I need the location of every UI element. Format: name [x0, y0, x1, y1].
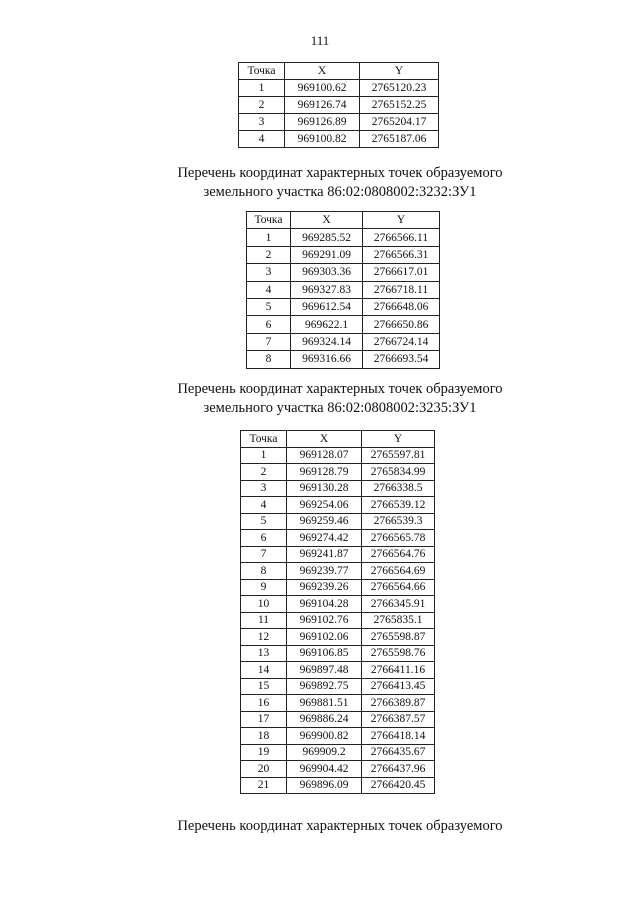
cell-x: 969259.46: [287, 513, 362, 530]
cell-point: 2: [239, 97, 285, 114]
column-header-y: Y: [363, 212, 440, 229]
column-header-x: X: [285, 63, 360, 80]
cell-point: 7: [247, 333, 291, 350]
cell-point: 3: [247, 264, 291, 281]
cell-y: 2766566.31: [363, 246, 440, 263]
table-row: [241, 530, 435, 547]
cell-x: 969285.52: [291, 229, 363, 246]
cell-point: 15: [241, 678, 287, 695]
coordinates-table-2: [246, 211, 440, 369]
cell-x: 969892.75: [287, 678, 362, 695]
cell-x: 969904.42: [287, 761, 362, 778]
cell-x: 969291.09: [291, 246, 363, 263]
column-header-y: Y: [360, 63, 439, 80]
cell-x: 969612.54: [291, 298, 363, 315]
cell-x: 969100.82: [285, 131, 360, 148]
table-row: [247, 246, 440, 263]
cell-point: 11: [241, 612, 287, 629]
cell-y: 2765598.87: [362, 629, 435, 646]
cell-y: 2766648.06: [363, 298, 440, 315]
cell-x: 969126.89: [285, 114, 360, 131]
table-row: [247, 264, 440, 281]
table-row: [241, 612, 435, 629]
table-row: [241, 579, 435, 596]
cell-y: 2765835.1: [362, 612, 435, 629]
table-row: [241, 761, 435, 778]
cell-y: 2766566.11: [363, 229, 440, 246]
table-row: [241, 497, 435, 514]
cell-y: 2766539.3: [362, 513, 435, 530]
cell-y: 2766420.45: [362, 777, 435, 794]
table-row: [247, 229, 440, 246]
cell-y: 2765187.06: [360, 131, 439, 148]
cell-point: 4: [241, 497, 287, 514]
cell-point: 6: [241, 530, 287, 547]
cell-y: 2766564.76: [362, 546, 435, 563]
cell-point: 12: [241, 629, 287, 646]
table-row: [247, 298, 440, 315]
table-row: [241, 695, 435, 712]
cell-x: 969239.77: [287, 563, 362, 580]
cell-y: 2765120.23: [360, 80, 439, 97]
cell-y: 2766724.14: [363, 333, 440, 350]
table-row: [241, 645, 435, 662]
column-header-point: Точка: [241, 431, 287, 448]
cell-x: 969102.76: [287, 612, 362, 629]
section-heading-4: [0, 817, 640, 836]
table-row: [241, 447, 435, 464]
cell-point: 14: [241, 662, 287, 679]
table-row: [241, 777, 435, 794]
cell-point: 2: [247, 246, 291, 263]
table-row: [241, 744, 435, 761]
cell-x: 969239.26: [287, 579, 362, 596]
cell-x: 969897.48: [287, 662, 362, 679]
cell-point: 9: [241, 579, 287, 596]
cell-point: 2: [241, 464, 287, 481]
cell-y: 2765598.76: [362, 645, 435, 662]
table-row: [241, 678, 435, 695]
cell-y: 2766387.57: [362, 711, 435, 728]
cell-x: 969254.06: [287, 497, 362, 514]
cell-y: 2766435.67: [362, 744, 435, 761]
cell-point: 4: [239, 131, 285, 148]
column-header-y: Y: [362, 431, 435, 448]
cell-y: 2766565.78: [362, 530, 435, 547]
cell-y: 2766418.14: [362, 728, 435, 745]
table-row: [239, 114, 439, 131]
table-header-row: [241, 431, 435, 448]
table-row: [241, 480, 435, 497]
cell-point: 19: [241, 744, 287, 761]
cell-y: 2765834.99: [362, 464, 435, 481]
cell-x: 969900.82: [287, 728, 362, 745]
cell-x: 969128.07: [287, 447, 362, 464]
cell-point: 20: [241, 761, 287, 778]
coordinates-table-3: [240, 430, 435, 794]
cell-x: 969274.42: [287, 530, 362, 547]
table-row: [241, 546, 435, 563]
cell-point: 3: [241, 480, 287, 497]
column-header-point: Точка: [239, 63, 285, 80]
cell-point: 10: [241, 596, 287, 613]
heading-line: земельного участка 86:02:0808002:3232:ЗУ1: [203, 184, 477, 200]
cell-y: 2765204.17: [360, 114, 439, 131]
cell-x: 969303.36: [291, 264, 363, 281]
page-number: 111: [310, 33, 330, 48]
cell-x: 969622.1: [291, 316, 363, 333]
heading-line: Перечень координат характерных точек образуемого: [177, 818, 503, 834]
cell-y: 2765152.25: [360, 97, 439, 114]
table-header-row: [239, 63, 439, 80]
table-row: [241, 513, 435, 530]
cell-x: 969886.24: [287, 711, 362, 728]
table-row: [241, 711, 435, 728]
cell-point: 21: [241, 777, 287, 794]
table-row: [241, 629, 435, 646]
table-row: [239, 97, 439, 114]
table-row: [239, 131, 439, 148]
cell-x: 969130.28: [287, 480, 362, 497]
heading-line: Перечень координат характерных точек образуемого: [177, 165, 503, 181]
cell-point: 1: [239, 80, 285, 97]
table-header-row: [247, 212, 440, 229]
cell-x: 969881.51: [287, 695, 362, 712]
column-header-x: X: [291, 212, 363, 229]
cell-point: 1: [241, 447, 287, 464]
cell-point: 13: [241, 645, 287, 662]
section-heading-3: [0, 380, 640, 418]
cell-y: 2766650.86: [363, 316, 440, 333]
table-row: [239, 80, 439, 97]
cell-x: 969126.74: [285, 97, 360, 114]
cell-point: 5: [241, 513, 287, 530]
table-row: [241, 662, 435, 679]
coordinates-table-1: [238, 62, 439, 148]
heading-line: Перечень координат характерных точек образуемого: [177, 381, 503, 397]
cell-y: 2766345.91: [362, 596, 435, 613]
table-row: [247, 316, 440, 333]
heading-line: земельного участка 86:02:0808002:3235:ЗУ1: [203, 400, 477, 416]
cell-point: 16: [241, 695, 287, 712]
cell-x: 969324.14: [291, 333, 363, 350]
cell-point: 3: [239, 114, 285, 131]
table-row: [241, 563, 435, 580]
cell-y: 2766718.11: [363, 281, 440, 298]
column-header-point: Точка: [247, 212, 291, 229]
cell-x: 969896.09: [287, 777, 362, 794]
cell-x: 969316.66: [291, 351, 363, 368]
cell-y: 2766411.16: [362, 662, 435, 679]
cell-y: 2766413.45: [362, 678, 435, 695]
cell-x: 969106.85: [287, 645, 362, 662]
cell-y: 2766564.69: [362, 563, 435, 580]
table-row: [241, 596, 435, 613]
cell-x: 969241.87: [287, 546, 362, 563]
table-row: [241, 464, 435, 481]
table-row: [247, 333, 440, 350]
section-heading-2: [0, 164, 640, 202]
cell-y: 2766539.12: [362, 497, 435, 514]
column-header-x: X: [287, 431, 362, 448]
cell-point: 1: [247, 229, 291, 246]
cell-point: 4: [247, 281, 291, 298]
cell-y: 2765597.81: [362, 447, 435, 464]
cell-y: 2766617.01: [363, 264, 440, 281]
cell-point: 7: [241, 546, 287, 563]
cell-x: 969104.28: [287, 596, 362, 613]
cell-y: 2766564.66: [362, 579, 435, 596]
cell-y: 2766693.54: [363, 351, 440, 368]
cell-x: 969128.79: [287, 464, 362, 481]
cell-point: 6: [247, 316, 291, 333]
cell-x: 969102.06: [287, 629, 362, 646]
cell-point: 17: [241, 711, 287, 728]
cell-x: 969327.83: [291, 281, 363, 298]
cell-x: 969909.2: [287, 744, 362, 761]
table-row: [247, 351, 440, 368]
cell-point: 8: [247, 351, 291, 368]
table-row: [241, 728, 435, 745]
table-row: [247, 281, 440, 298]
cell-x: 969100.62: [285, 80, 360, 97]
cell-y: 2766437.96: [362, 761, 435, 778]
cell-y: 2766338.5: [362, 480, 435, 497]
cell-point: 5: [247, 298, 291, 315]
cell-point: 8: [241, 563, 287, 580]
cell-point: 18: [241, 728, 287, 745]
cell-y: 2766389.87: [362, 695, 435, 712]
